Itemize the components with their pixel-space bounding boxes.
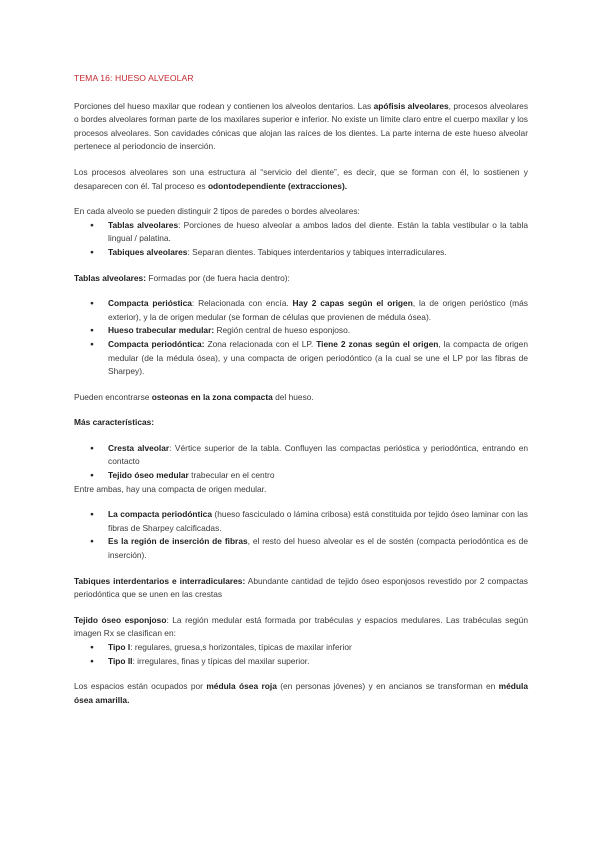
list-item-bold: Tipo I — [108, 642, 131, 652]
osteonas-text-1: Pueden encontrarse — [74, 391, 152, 402]
list-item — [108, 655, 528, 669]
estructura-bold: odontodependiente (extracciones). — [207, 180, 348, 191]
intro-paragraph — [74, 100, 528, 154]
espacios-bold-1: médula ósea roja — [206, 681, 277, 692]
list-item-bold: La compacta periodóntica — [108, 509, 212, 520]
intro-text-2: , procesos alveolares o bordes alveolares forman parte de los maxilares superior e inferior. No existe un límite claro entre el cuerpo maxilar y los procesos alveolares. Son cavidades cónicas que alojan las raíces de los dientes. La parte interna de este hueso alveolar pertenece al periodoncio de inserción. — [74, 100, 529, 152]
esponjoso-paragraph — [74, 614, 528, 641]
list-item-text: : Relacionada con encía. — [191, 298, 293, 309]
paredes-intro: En cada alveolo se pueden distinguir 2 tipos de paredes o bordes alveolares: — [74, 206, 360, 217]
list-item — [108, 535, 528, 562]
esponjoso-list — [74, 641, 528, 668]
espacios-text-2: (en personas jóvenes) y en ancianos se transforman en — [276, 681, 499, 692]
list-item — [108, 508, 528, 535]
list-item-text: (hueso fasciculado o lámina cribosa) está constituida por tejido óseo laminar con las fibras de Sharpey calcificadas. — [108, 509, 528, 533]
esponjoso-bold: Tejido óseo esponjoso — [74, 614, 167, 625]
estructura-paragraph — [74, 166, 528, 193]
caracteristicas-bold: Más características: — [74, 417, 155, 428]
list-item — [108, 246, 528, 260]
osteonas-bold: osteonas en la zona compacta — [151, 391, 273, 402]
list-item-text: : regulares, gruesa,s horizontales, típicas de maxilar inferior — [130, 642, 352, 652]
list-item-text: Región central de hueso esponjoso. — [214, 325, 351, 336]
document-page — [74, 72, 528, 707]
tabiques-text: Abundante cantidad de tejido óseo esponjosos revestido por 2 compactas periodóntica que se unen en las crestas — [74, 575, 528, 600]
list-item-text: : irregulares, finas y típicas del maxilar superior. — [132, 655, 310, 666]
intro-bold-1: apófisis alveolares — [373, 100, 449, 111]
list-item — [108, 219, 528, 246]
estructura-text: Los procesos alveolares son una estructura al “servicio del diente”, es decir, que se forman con él, lo sostienen y desaparecen con él. Tal proceso es — [74, 166, 528, 191]
list-item-text: : Porciones de hueso alveolar a ambos lados del diente. Están la tabla vestibular o la tabla lingual / palatina. — [108, 219, 528, 244]
list-item-bold: Hueso trabecular medular: — [108, 325, 215, 336]
list-item-bold: Tabiques alveolares — [108, 246, 188, 257]
list-item — [108, 324, 528, 338]
page-title: TEMA 16: HUESO ALVEOLAR — [74, 73, 194, 83]
intro-text-1: Porciones del hueso maxilar que rodean y contienen los alveolos dentarios. Las — [74, 100, 374, 111]
list-item-bold: Tiene 2 zonas según el origen — [316, 338, 439, 349]
espacios-paragraph — [74, 680, 528, 707]
caracteristicas-between: Entre ambas, hay una compacta de origen medular. — [74, 483, 267, 494]
espacios-text-1: Los espacios están ocupados por — [74, 681, 207, 692]
list-item-text: trabecular en el centro — [188, 470, 275, 481]
caracteristicas-list-2 — [74, 508, 528, 562]
list-item-text: , el resto del hueso alveolar es el de sostén (compacta periodóntica es de inserción). — [108, 536, 528, 561]
list-item-text: Zona relacionada con el LP. — [204, 338, 317, 349]
list-item-text: : Vértice superior de la tabla. Confluyen las compactas perióstica y periodóntica, entrando en contacto — [108, 442, 529, 467]
list-item-bold: Cresta alveolar — [108, 442, 170, 453]
osteonas-text-2: del hueso. — [272, 391, 314, 402]
paredes-list — [74, 219, 528, 260]
list-item-bold: Es la región de inserción de fibras — [108, 536, 248, 547]
espacios-bold-2: médula ósea amarilla. — [74, 681, 528, 705]
caracteristicas-heading — [74, 416, 528, 430]
list-item — [108, 469, 528, 483]
tabiques-bold: Tabiques interdentarios e interradiculares: — [74, 575, 246, 586]
list-item — [108, 442, 528, 469]
tablas-list — [74, 297, 528, 379]
list-item-bold: Compacta perióstica — [108, 298, 192, 309]
list-item — [108, 338, 528, 379]
list-item-bold: Hay 2 capas según el origen — [292, 298, 413, 309]
tablas-text: Formadas por (de fuera hacia dentro): — [146, 272, 290, 283]
tabiques-paragraph — [74, 575, 528, 602]
list-item-bold: Compacta periodóntica: — [108, 338, 205, 349]
list-item-text: , la compacta de origen medular (de la médula ósea), y una compacta de origen periodóntico (a la cual se une el LP por las fibras de Sharpey). — [108, 338, 528, 377]
tablas-bold: Tablas alveolares: — [74, 272, 147, 283]
esponjoso-text: : La región medular está formada por trabéculas y espacios medulares. Las trabéculas según imagen Rx se clasifican en: — [74, 614, 528, 639]
list-item-text: , la de origen perióstico (más exterior), y la de origen medular (se forman de células que provienen de médula ósea). — [108, 298, 528, 322]
list-item-bold: Tablas alveolares — [108, 219, 179, 230]
tablas-heading — [74, 272, 528, 286]
list-item — [108, 297, 528, 324]
list-item-bold: Tipo II — [108, 655, 133, 666]
list-item-text: : Separan dientes. Tabiques interdentarios y tabiques interradiculares. — [187, 246, 447, 257]
list-item-bold: Tejido óseo medular — [108, 470, 189, 481]
osteonas-paragraph — [74, 391, 528, 405]
list-item — [108, 641, 528, 655]
caracteristicas-list-1 — [74, 442, 528, 483]
